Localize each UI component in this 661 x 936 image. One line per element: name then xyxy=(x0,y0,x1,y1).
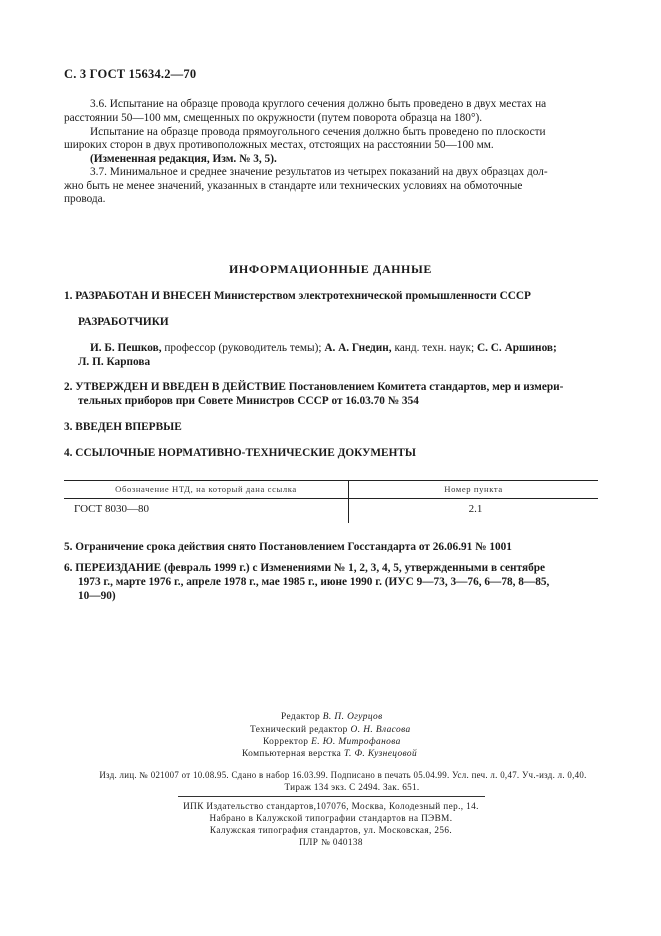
info-item-4: 4. ССЫЛОЧНЫЕ НОРМАТИВНО-ТЕХНИЧЕСКИЕ ДОКУМЕНТЫ xyxy=(64,447,416,459)
table-header-row xyxy=(64,481,598,499)
publisher-line-4: ПЛР № 040138 xyxy=(299,837,363,847)
amendment-note: (Измененная редакция, Изм. № 3, 5). xyxy=(90,153,277,165)
references-table xyxy=(64,480,598,523)
credit-editor xyxy=(281,712,383,722)
info-item-6-line-1: 6. ПЕРЕИЗДАНИЕ (февраль 1999 г.) с Изменениями № 1, 2, 3, 4, 5, утвержденными в сентябре xyxy=(64,562,546,574)
paragraph-rect-line-1: Испытание на образце провода прямоугольного сечения должно быть проведено по плоскости xyxy=(90,126,546,138)
developer-name: Л. П. Карпова xyxy=(78,356,151,368)
credit-label: Технический редактор xyxy=(250,725,348,735)
publisher-line-3: Калужская типография стандартов, ул. Московская, 256. xyxy=(209,825,453,835)
table-header-cell: Номер пункта xyxy=(349,481,599,499)
paragraph-3-6-line-1: 3.6. Испытание на образце провода круглого сечения должно быть проведено в двух местах на xyxy=(90,98,547,110)
table-row xyxy=(64,499,598,524)
developer-name: А. А. Гнедин, xyxy=(324,342,392,354)
info-item-1: 1. РАЗРАБОТАН И ВНЕСЕН Министерством электротехнической промышленности СССР xyxy=(64,290,531,302)
table-cell: 2.1 xyxy=(468,503,483,515)
paragraph-rect-line-2: широких сторон в двух противоположных местах, отстоящих на расстоянии 50—100 мм. xyxy=(64,139,494,151)
developer-name: И. Б. Пешков, xyxy=(90,342,162,354)
paragraph-3-7-line-2: жно быть не менее значений, указанных в стандарте или технических условиях на обмоточные xyxy=(64,180,523,192)
info-item-2-line-1: 2. УТВЕРЖДЕН И ВВЕДЕН В ДЕЙСТВИЕ Постановлением Комитета стандартов, мер и измери- xyxy=(64,381,564,393)
credit-label: Корректор xyxy=(263,737,309,747)
publisher-line-2: Набрано в Калужской типографии стандартов на ПЭВМ. xyxy=(209,813,453,823)
paragraph-3-7-line-3: провода. xyxy=(64,193,106,205)
info-item-6-line-3: 10—90) xyxy=(78,590,116,602)
developer-name: С. С. Аршинов; xyxy=(476,342,557,354)
paragraph-3-6-line-2: расстоянии 50—100 мм, смещенных по окружности (путем поворота образца на 180°). xyxy=(64,112,483,124)
info-item-5: 5. Ограничение срока действия снято Постановлением Госстандарта от 26.06.91 № 1001 xyxy=(64,541,512,553)
credit-name: О. Н. Власова xyxy=(350,725,411,735)
credit-corrector xyxy=(263,737,401,747)
developers-heading: РАЗРАБОТЧИКИ xyxy=(78,316,169,328)
developers-list xyxy=(90,342,557,354)
table-header-cell: Обозначение НТД, на который дана ссылка xyxy=(64,481,349,499)
imprint-line-2: Тираж 134 экз. С 2494. Зак. 651. xyxy=(284,782,420,792)
paragraph-3-7-line-1: 3.7. Минимальное и среднее значение результатов из четырех показаний на двух образцах дол- xyxy=(90,166,548,178)
page-header: С. 3 ГОСТ 15634.2—70 xyxy=(64,67,197,81)
info-item-3: 3. ВВЕДЕН ВПЕРВЫЕ xyxy=(64,421,182,433)
info-item-2-line-2: тельных приборов при Совете Министров СССР от 16.03.70 № 354 xyxy=(78,395,419,407)
credit-label: Компьютерная верстка xyxy=(242,749,342,759)
credit-tech-editor xyxy=(250,725,411,735)
credit-layout xyxy=(242,749,417,759)
credit-name: Т. Ф. Кузнецовой xyxy=(343,749,418,759)
credit-name: В. П. Огурцов xyxy=(322,712,383,722)
info-title: ИНФОРМАЦИОННЫЕ ДАННЫЕ xyxy=(229,262,432,276)
divider xyxy=(178,796,485,797)
developer-role: профессор (руководитель темы); xyxy=(161,342,325,354)
credit-label: Редактор xyxy=(281,712,321,722)
publisher-line-1: ИПК Издательство стандартов,107076, Москва, Колодезный пер., 14. xyxy=(183,801,479,811)
imprint-line-1: Изд. лиц. № 021007 от 10.08.95. Сдано в набор 16.03.99. Подписано в печать 05.04.99. Усл. печ. л. 0,47. Уч.-изд. л. 0,40. xyxy=(99,770,587,780)
info-item-6-line-2: 1973 г., марте 1976 г., апреле 1978 г., мае 1985 г., июне 1990 г. (ИУС 9—73, 3—76, 6—78, 8—85, xyxy=(78,576,550,588)
developer-role: канд. техн. наук; xyxy=(391,342,477,354)
credit-name: Е. Ю. Митрофанова xyxy=(311,737,401,747)
table-cell: ГОСТ 8030—80 xyxy=(64,499,349,524)
